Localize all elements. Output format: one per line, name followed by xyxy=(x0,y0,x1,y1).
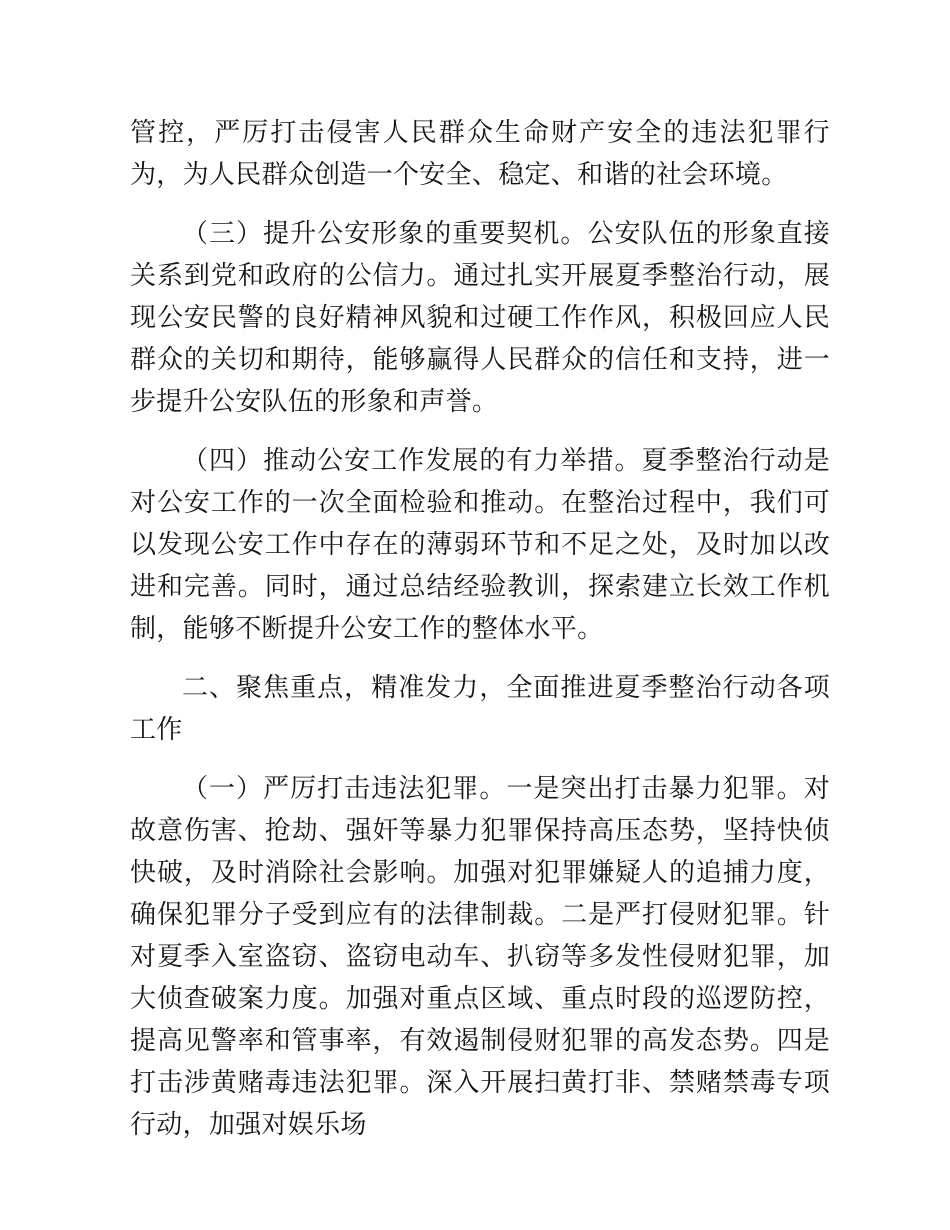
paragraph: 二、聚焦重点，精准发力，全面推进夏季整治行动各项工作 xyxy=(130,673,830,744)
paragraph: 管控，严厉打击侵害人民群众生命财产安全的违法犯罪行为，为人民群众创造一个安全、稳定、和谐的社会环境。 xyxy=(130,118,830,189)
paragraph: （四）推动公安工作发展的有力举措。夏季整治行动是对公安工作的一次全面检验和推动。在整治过程中，我们可以发现公安工作中存在的薄弱环节和不足之处，及时加以改进和完善。同时，通过总结经验教训，探索建立长效工作机制，能够不断提升公安工作的整体水平。 xyxy=(130,446,830,643)
document-body xyxy=(130,112,830,1146)
paragraph: （一）严厉打击违法犯罪。一是突出打击暴力犯罪。对故意伤害、抢劫、强奸等暴力犯罪保持高压态势，坚持快侦快破，及时消除社会影响。加强对犯罪嫌疑人的追捕力度，确保犯罪分子受到应有的法律制裁。二是严打侵财犯罪。针对夏季入室盗窃、盗窃电动车、扒窃等多发性侵财犯罪，加大侦查破案力度。加强对重点区域、重点时段的巡逻防控，提高见警率和管事率，有效遏制侵财犯罪的高发态势。四是打击涉黄赌毒违法犯罪。深入开展扫黄打非、禁赌禁毒专项行动，加强对娱乐场 xyxy=(130,774,830,1139)
paragraph: （三）提升公安形象的重要契机。公安队伍的形象直接关系到党和政府的公信力。通过扎实开展夏季整治行动，展现公安民警的良好精神风貌和过硬工作作风，积极回应人民群众的关切和期待，能够赢得人民群众的信任和支持，进一步提升公安队伍的形象和声誉。 xyxy=(130,219,830,416)
